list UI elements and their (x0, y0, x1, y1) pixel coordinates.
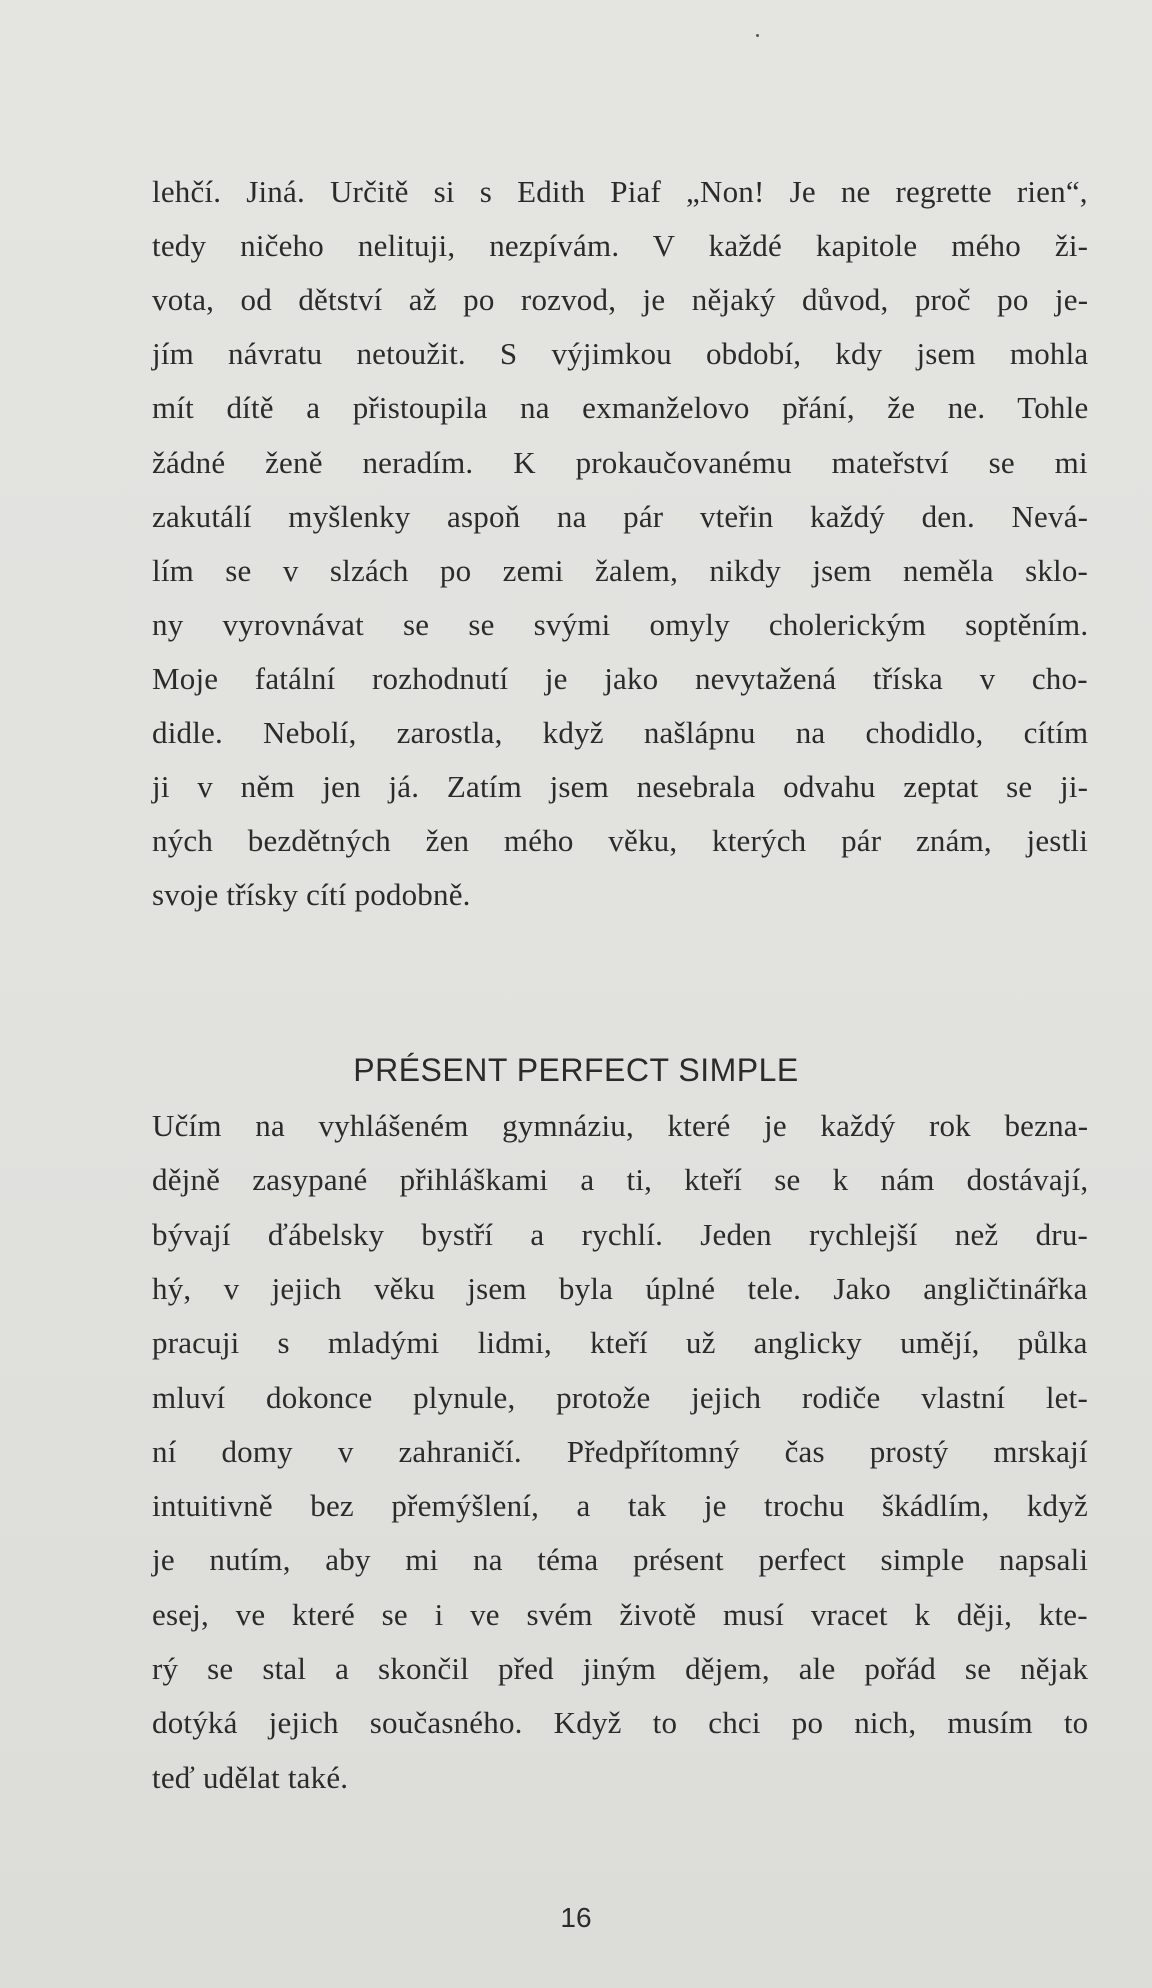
text-line: didle. Nebolí, zarostla, když našlápnu na chodidlo, cítím (152, 715, 1089, 750)
text-line: tedy ničeho nelituji, nezpívám. V každé kapitole mého ži- (152, 228, 1089, 264)
text-line: lím se v slzách po zemi žalem, nikdy jsem neměla sklo- (152, 552, 1089, 588)
text-line: bývají ďábelsky bystří a rychlí. Jeden rychlejší než dru- (152, 1216, 1089, 1252)
text-line: svoje třísky cítí podobně. (152, 877, 471, 913)
section-heading: PRÉSENT PERFECT SIMPLE (353, 1052, 799, 1088)
page-number: 16 (560, 1902, 592, 1933)
text-line: esej, ve které se i ve svém životě musí vracet k ději, kte- (152, 1596, 1088, 1632)
text-line: Učím na vyhlášeném gymnáziu, které je každý rok bezna- (152, 1108, 1089, 1143)
text-line: jím návratu netoužit. S výjimkou období, kdy jsem mohla (152, 336, 1089, 372)
text-line: je nutím, aby mi na téma présent perfect simple napsali (152, 1542, 1089, 1578)
text-line: mluví dokonce plynule, protože jejich rodiče vlastní let- (152, 1379, 1088, 1415)
text-line: lehčí. Jiná. Určitě si s Edith Piaf „Non! Je ne regrette rien“, (152, 174, 1088, 209)
text-line: ji v něm jen já. Zatím jsem nesebrala odvahu zeptat se ji- (152, 769, 1089, 805)
text-line: teď udělat také. (152, 1759, 349, 1795)
text-line: pracuji s mladými lidmi, kteří už anglicky umějí, půlka (152, 1325, 1088, 1361)
text-line: ny vyrovnávat se se svými omyly cholerickým soptěním. (152, 606, 1089, 642)
text-line: mít dítě a přistoupila na exmanželovo přání, že ne. Tohle (152, 390, 1089, 426)
text-line: žádné ženě neradím. K prokaučovanému mateřství se mi (152, 444, 1088, 480)
text-line: dějně zasypané přihláškami a ti, kteří se k nám dostávají, (152, 1162, 1089, 1198)
text-line: Moje fatální rozhodnutí je jako nevytažená tříska v cho- (152, 660, 1088, 696)
text-line: hý, v jejich věku jsem byla úplné tele. Jako angličtinářka (152, 1270, 1088, 1306)
paper-speck (756, 34, 759, 37)
text-line: vota, od dětství až po rozvod, je nějaký důvod, proč po je- (152, 282, 1089, 318)
text-line: rý se stal a skončil před jiným dějem, ale pořád se nějak (152, 1651, 1089, 1686)
text-line: zakutálí myšlenky aspoň na pár vteřin každý den. Nevá- (152, 498, 1089, 534)
text-line: ných bezdětných žen mého věku, kterých pár znám, jestli (152, 823, 1089, 859)
text-line: intuitivně bez přemýšlení, a tak je trochu škádlím, když (152, 1488, 1088, 1524)
text-line: dotýká jejich současného. Když to chci po nich, musím to (152, 1705, 1089, 1741)
text-line: ní domy v zahraničí. Předpřítomný čas prostý mrskají (152, 1433, 1088, 1469)
